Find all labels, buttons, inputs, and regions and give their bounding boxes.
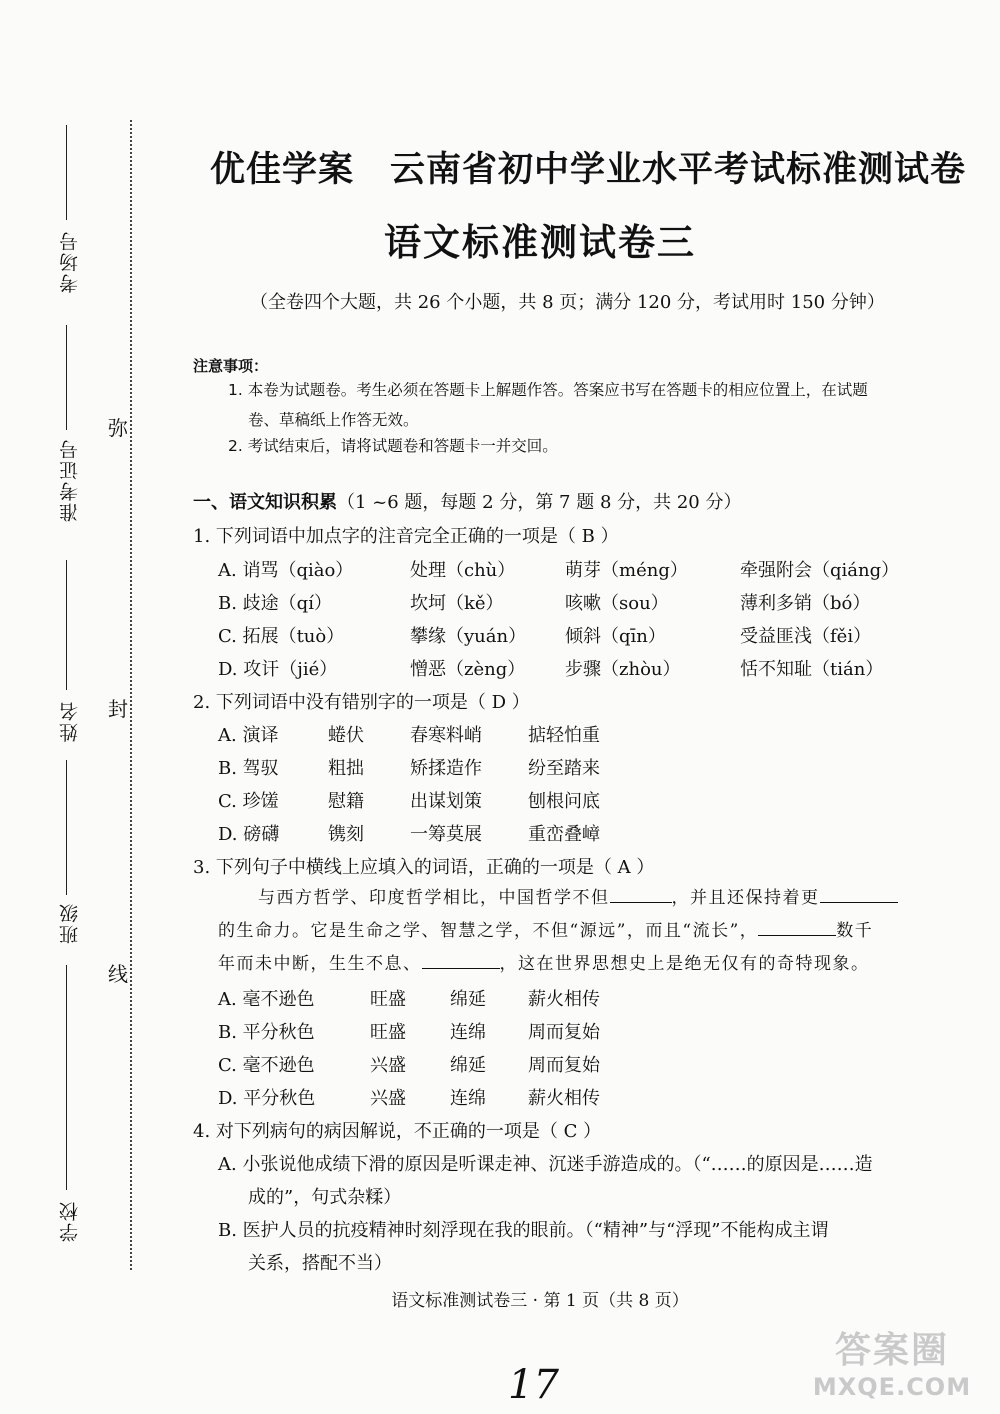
q4-stem: 4. 对下列病句的病因解说，不正确的一项是（ C ） [193, 1121, 602, 1142]
ticket-number-line [66, 325, 67, 430]
q3-passage-text-1b: ，并且还保持着更 [671, 888, 820, 908]
watermark-cn: 答案圈 [834, 1330, 949, 1371]
q1-option-b-1: B. 歧途（qí） [218, 593, 332, 614]
q3-option-d-3: 连绵 [450, 1088, 486, 1109]
q3-option-d-1: D. 平分秋色 [218, 1088, 316, 1109]
q3-passage-text-1a: 与西方哲学、印度哲学相比，中国哲学不但 [258, 888, 610, 908]
q3-passage-line-1 [258, 882, 898, 915]
seal-char-mi: 弥 [108, 416, 128, 440]
q1-option-d-3: 步骤（zhòu） [565, 659, 681, 680]
q3-option-d-2: 兴盛 [370, 1088, 406, 1109]
q4-option-a: A. 小张说他成绩下滑的原因是听课走神、沉迷手游造成的。（“……的原因是……造 [218, 1154, 873, 1175]
q2-option-c-2: 慰籍 [328, 791, 364, 812]
q2-option-a-1: A. 演译 [218, 725, 279, 746]
watermark [802, 1322, 982, 1401]
exam-room-label: 考场号 [59, 230, 81, 293]
q3-option-b-1: B. 平分秋色 [218, 1022, 315, 1043]
q2-option-a-2: 蜷伏 [328, 725, 364, 746]
binding-dotted-line [130, 120, 132, 1270]
q2-option-b-4: 纷至踏来 [528, 758, 600, 779]
school-line [66, 965, 67, 1190]
seal-char-feng: 封 [108, 697, 128, 721]
section-title: 一、语文知识积累 [193, 492, 337, 513]
class-line [66, 760, 67, 895]
q3-option-d-4: 薪火相传 [528, 1088, 600, 1109]
q3-option-c-1: C. 毫不逊色 [218, 1055, 315, 1076]
class-label: 班级 [59, 902, 81, 944]
q3-stem: 3. 下列句子中横线上应填入的词语，正确的一项是（ A ） [193, 857, 655, 878]
q3-blank-1 [610, 902, 672, 903]
q3-option-a-2: 旺盛 [370, 989, 406, 1010]
q1-option-a-4: 牵强附会（qiáng） [740, 560, 900, 581]
section-note: （1 ~6 题，每题 2 分，第 7 题 8 分，共 20 分） [337, 492, 742, 513]
exam-room-line [66, 125, 67, 220]
q1-option-b-2: 坎坷（kě） [410, 593, 504, 614]
seal-char-xian: 线 [108, 962, 128, 986]
q1-option-c-1: C. 拓展（tuò） [218, 626, 345, 647]
q2-stem: 2. 下列词语中没有错别字的一项是（ D ） [193, 692, 530, 713]
q4-option-a-cont: 成的”，句式杂糅） [248, 1187, 402, 1208]
q1-option-d-4: 恬不知耻（tián） [740, 659, 884, 680]
q1-option-d-2: 憎恶（zèng） [410, 659, 526, 680]
q3-passage-line-3 [218, 948, 870, 981]
q3-blank-2 [820, 902, 898, 903]
q2-option-b-2: 粗拙 [328, 758, 364, 779]
q4-option-b: B. 医护人员的抗疫精神时刻浮现在我的眼前。（“精神”与“浮现”不能构成主谓 [218, 1220, 829, 1241]
q3-passage-text-3a: 年而未中断，生生不息、 [218, 954, 422, 974]
name-label: 姓名 [59, 700, 81, 742]
q2-option-a-3: 春寒料峭 [410, 725, 482, 746]
q1-option-c-2: 攀缘（yuán） [410, 626, 527, 647]
q3-option-c-2: 兴盛 [370, 1055, 406, 1076]
q1-option-a-3: 萌芽（méng） [565, 560, 688, 581]
q1-stem: 1. 下列词语中加点字的注音完全正确的一项是（ B ） [193, 526, 619, 547]
q2-option-d-2: 镌刻 [328, 824, 364, 845]
q2-option-c-1: C. 珍馐 [218, 791, 279, 812]
notice-item-2: 2. 考试结束后，请将试题卷和答题卡一并交回。 [228, 437, 558, 455]
q2-option-d-1: D. 磅礴 [218, 824, 280, 845]
q2-option-d-4: 重峦叠嶂 [528, 824, 600, 845]
q3-passage-text-2a: 的生命力。它是生命之学、智慧之学，不但“源远”，而且“流长”， [218, 921, 759, 941]
paper-title: 语文标准测试卷三 [384, 220, 696, 264]
q3-passage-line-2 [218, 915, 873, 948]
q1-option-a-1: A. 诮骂（qiào） [218, 560, 354, 581]
q3-blank-4 [422, 968, 500, 969]
series-title: 优佳学案 云南省初中学业水平考试标准测试卷 [210, 149, 967, 190]
q1-option-a-2: 处理（chù） [410, 560, 516, 581]
q4-option-b-cont: 关系，搭配不当） [248, 1253, 392, 1274]
q3-passage-text-3b: ，这在世界思想史上是绝无仅有的奇特现象。 [499, 954, 870, 974]
q2-option-c-3: 出谋划策 [410, 791, 482, 812]
handwritten-page-number: 17 [508, 1362, 559, 1408]
q3-option-b-2: 旺盛 [370, 1022, 406, 1043]
section-heading [193, 488, 741, 514]
notice-item-1: 1. 本卷为试题卷。考生必须在答题卡上解题作答。答案应书写在答题卡的相应位置上，在试题 [228, 381, 868, 399]
q3-blank-3 [758, 935, 836, 936]
watermark-en: MXQE.COM [812, 1373, 972, 1401]
q3-option-b-3: 连绵 [450, 1022, 486, 1043]
ticket-number-label: 准考证号 [59, 438, 81, 522]
q2-option-d-3: 一筹莫展 [410, 824, 482, 845]
notice-title: 注意事项： [193, 357, 269, 375]
q2-option-b-3: 矫揉造作 [410, 758, 482, 779]
school-label: 学校 [59, 1200, 81, 1242]
paper-info: （全卷四个大题，共 26 个小题，共 8 页；满分 120 分，考试用时 150 分钟） [250, 292, 885, 313]
q3-passage-text-2b: 数千 [836, 921, 874, 941]
q1-option-b-4: 薄利多销（bó） [740, 593, 871, 614]
q2-option-a-4: 掂轻怕重 [528, 725, 600, 746]
notice-item-1-cont: 卷、草稿纸上作答无效。 [248, 411, 419, 429]
q2-option-b-1: B. 驾驭 [218, 758, 279, 779]
q1-option-d-1: D. 攻讦（jié） [218, 659, 338, 680]
q3-option-a-4: 薪火相传 [528, 989, 600, 1010]
name-line [66, 560, 67, 690]
q3-option-a-1: A. 毫不逊色 [218, 989, 315, 1010]
q3-option-c-4: 周而复始 [528, 1055, 600, 1076]
q1-option-c-3: 倾斜（qīn） [565, 626, 666, 647]
q3-option-a-3: 绵延 [450, 989, 486, 1010]
q1-option-b-3: 咳嗽（sou） [565, 593, 669, 614]
q3-option-c-3: 绵延 [450, 1055, 486, 1076]
q3-option-b-4: 周而复始 [528, 1022, 600, 1043]
q2-option-c-4: 刨根问底 [528, 791, 600, 812]
page-footer: 语文标准测试卷三 · 第 1 页（共 8 页） [391, 1291, 689, 1311]
q1-option-c-4: 受益匪浅（fěi） [740, 626, 872, 647]
